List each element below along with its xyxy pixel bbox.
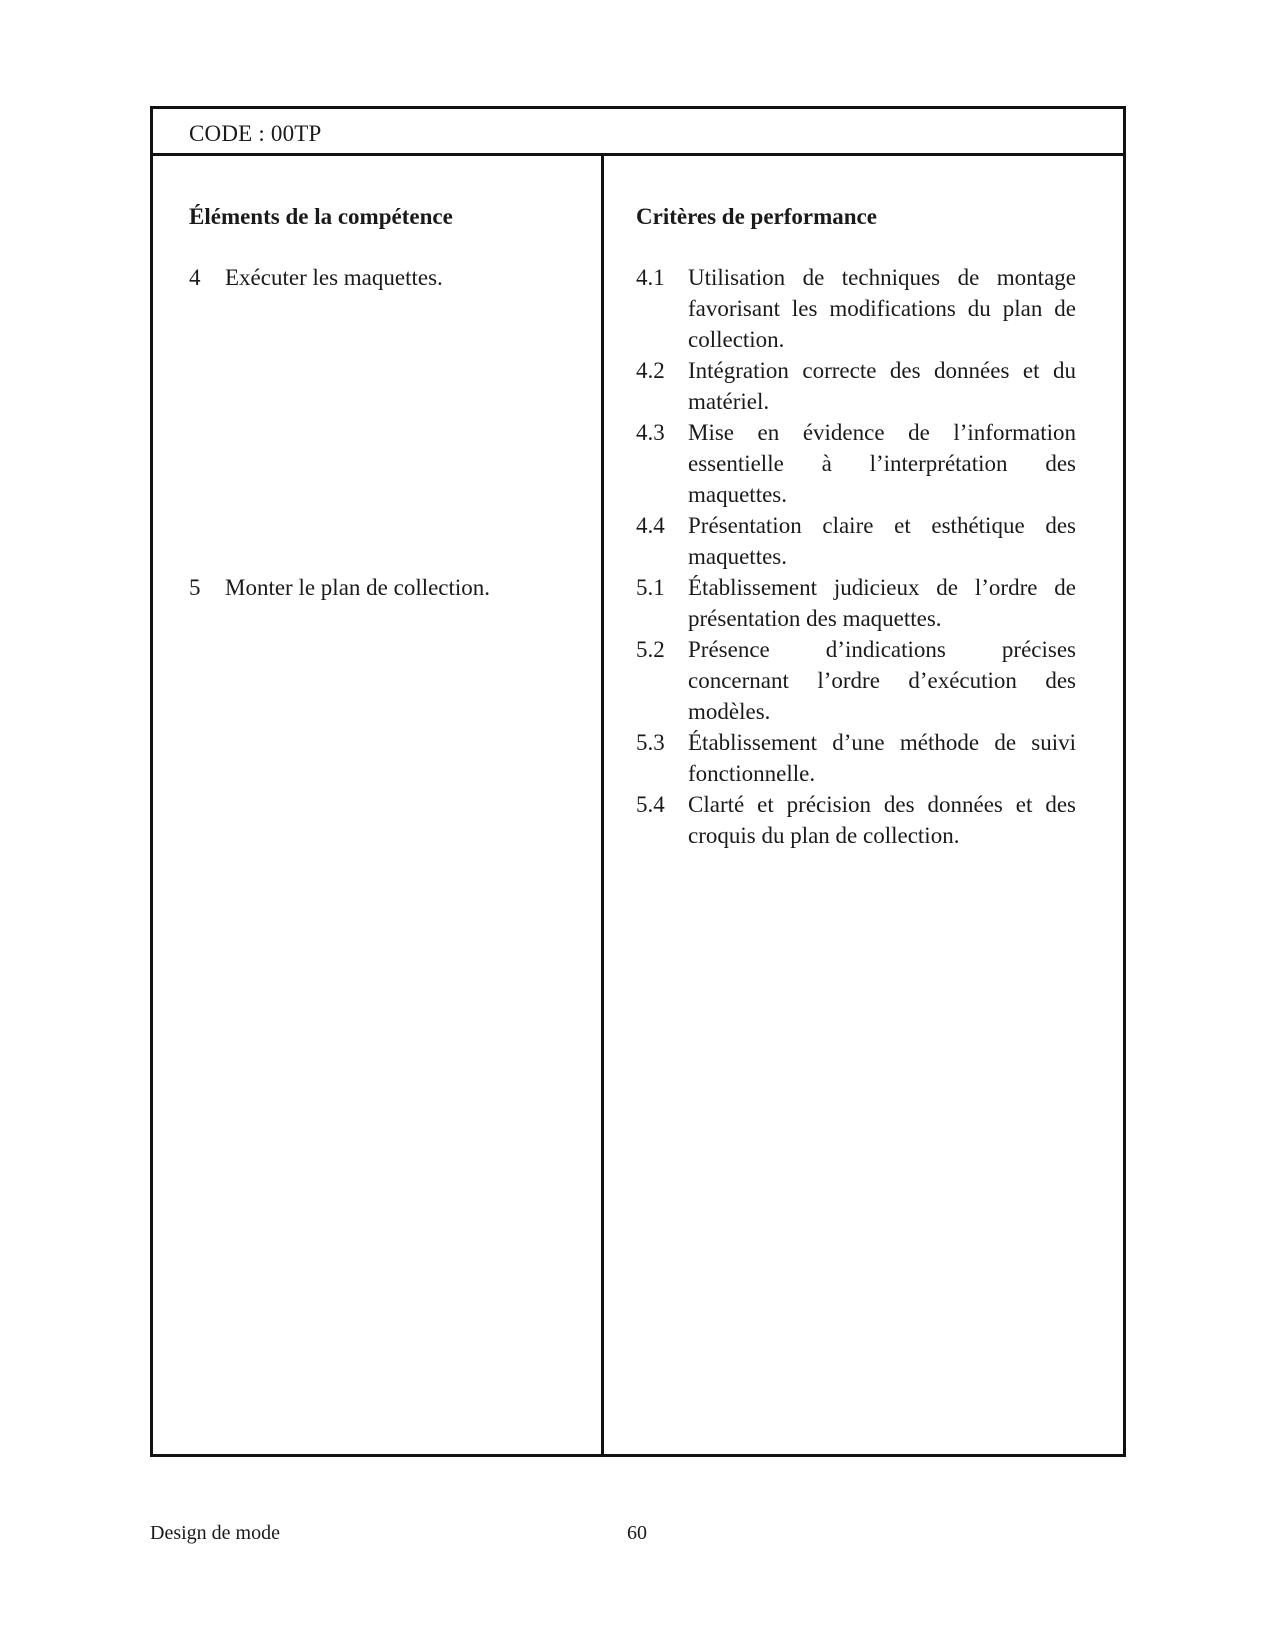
element-number: 5 bbox=[189, 575, 201, 600]
criterion-text: Intégration correcte des données et du matériel. bbox=[688, 358, 1076, 414]
criterion-text: Établissement judicieux de l’ordre de présentation des maquettes. bbox=[688, 575, 1076, 631]
criterion-number: 5.4 bbox=[636, 792, 665, 817]
criterion-item bbox=[636, 262, 1076, 355]
criterion-item bbox=[636, 355, 1076, 417]
element-number: 4 bbox=[189, 265, 201, 290]
criterion-item bbox=[636, 789, 1076, 851]
criterion-text: Mise en évidence de l’information essentielle à l’interprétation des maquettes. bbox=[688, 420, 1076, 507]
criteria-list bbox=[636, 262, 1076, 572]
criterion-item bbox=[636, 417, 1076, 510]
elements-header: Éléments de la compétence bbox=[189, 204, 453, 229]
criterion-item bbox=[636, 572, 1076, 634]
criterion-item bbox=[636, 727, 1076, 789]
criteria-list bbox=[636, 572, 1076, 851]
criterion-number: 4.4 bbox=[636, 513, 665, 538]
criterion-number: 5.2 bbox=[636, 637, 665, 662]
criterion-text: Utilisation de techniques de montage favorisant les modifications du plan de collection. bbox=[688, 265, 1076, 352]
code-row bbox=[153, 109, 1123, 156]
criterion-item bbox=[636, 634, 1076, 727]
element-text: Monter le plan de collection. bbox=[225, 575, 491, 600]
code-label: CODE : 00TP bbox=[189, 121, 322, 146]
criterion-number: 4.1 bbox=[636, 265, 665, 290]
column-divider bbox=[601, 156, 604, 1454]
criterion-item bbox=[636, 510, 1076, 572]
page-number: 60 bbox=[627, 1522, 647, 1544]
criterion-text: Établissement d’une méthode de suivi fonctionnelle. bbox=[688, 730, 1076, 786]
criterion-text: Clarté et précision des données et des croquis du plan de collection. bbox=[688, 792, 1076, 848]
element-item bbox=[189, 262, 443, 293]
criterion-number: 4.3 bbox=[636, 420, 665, 445]
criterion-text: Présentation claire et esthétique des maquettes. bbox=[688, 513, 1076, 569]
element-item bbox=[189, 572, 490, 603]
footer-title: Design de mode bbox=[150, 1522, 280, 1544]
criterion-number: 4.2 bbox=[636, 358, 665, 383]
element-text: Exécuter les maquettes. bbox=[225, 265, 443, 290]
criterion-number: 5.3 bbox=[636, 730, 665, 755]
criterion-text: Présence d’indications précises concernant l’ordre d’exécution des modèles. bbox=[688, 637, 1076, 724]
criterion-number: 5.1 bbox=[636, 575, 665, 600]
competence-table bbox=[150, 106, 1126, 1457]
criteria-header: Critères de performance bbox=[636, 204, 877, 229]
